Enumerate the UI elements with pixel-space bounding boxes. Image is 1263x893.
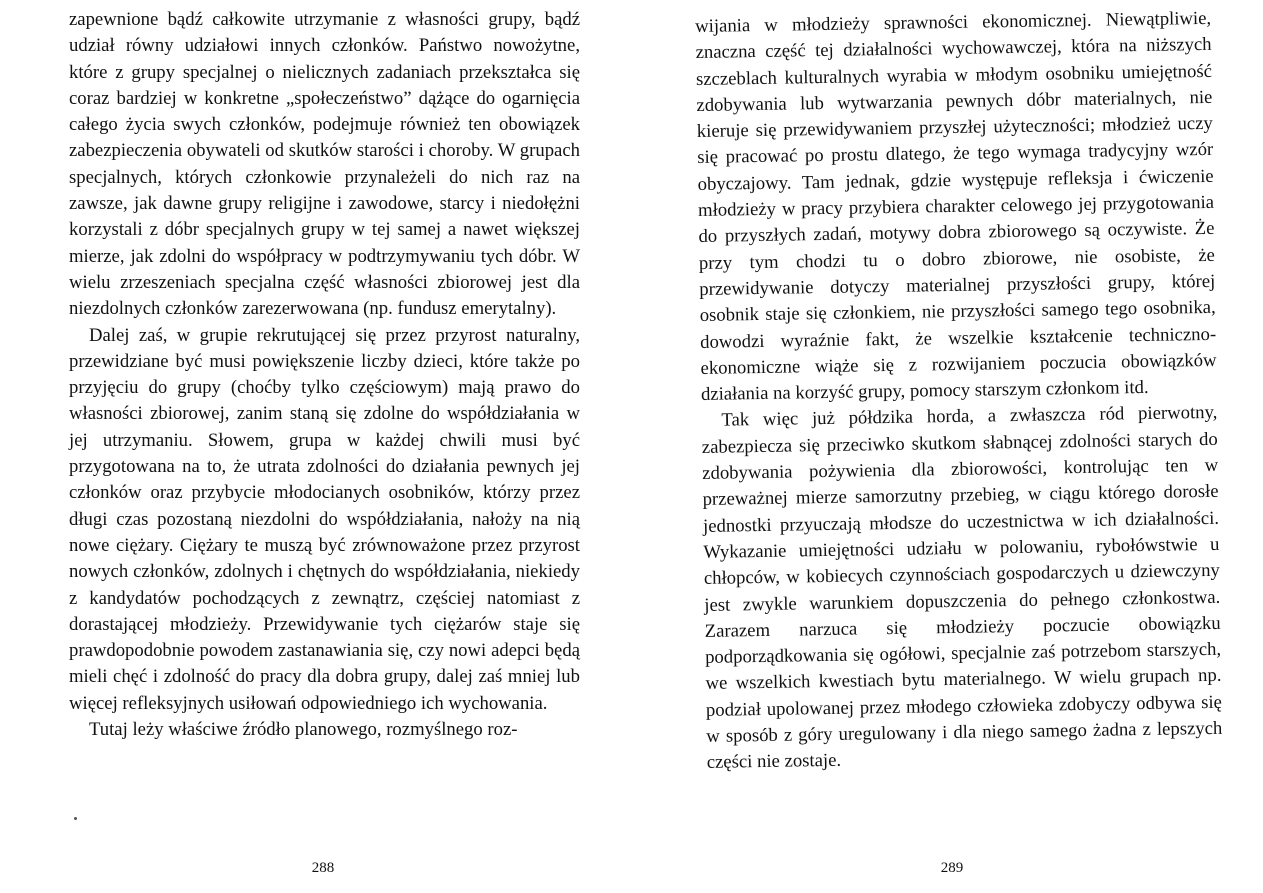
left-paragraph-2: Dalej zaś, w grupie rekrutującej się przez przyrost naturalny, przewidziane być musi powiększenie liczby dzieci, które także po przyjęciu do grupy (choćby tylko częściowym) mają prawo do własności zbiorowej, zanim staną się zdolne do współdziałania w jej utrzymaniu. Słowem, grupa w każdej chwili musi być przygotowana na to, że utrata zdolności do działania pewnych jej członków oraz przybycie młodocianych osobników, którzy przez długi czas pozostaną niezdolni do współdziałania, nałoży na nią nowe ciężary. Ciężary te muszą być zrównoważone przez przyrost nowych członków, zdolnych i chętnych do współdziałania, niekiedy z kandydatów pochodzących z zewnątrz, częściej natomiast z dorastającej młodzieży. Przewidywanie tych ciężarów staje się prawdopodobnie powodem zastanawiania się, czy nowi adepci będą mieli chęć i zdolność do pracy dla dobra grupy, dalej zaś mniej lub więcej refleksyjnych usiłowań odpowiedniego ich wychowania. bbox=[69, 324, 580, 714]
left-page-text bbox=[69, 7, 580, 743]
left-page-number: 288 bbox=[311, 860, 335, 876]
right-page-text bbox=[695, 6, 1223, 777]
right-paragraph-1: wijania w młodzieży sprawności ekonomicznej. Niewątpliwie, znaczna część tej działalności wychowawczej, która na niższych szczeblach kulturalnych wyrabia w młodym osobniku umiejętność zdobywania lub wytwarzania pewnych dóbr materialnych, nie kieruje się przewidywaniem przyszłej użyteczności; młodzież uczy się pracować po prostu dlatego, że tego wymaga tradycyjny wzór obyczajowy. Tam jednak, gdzie występuje refleksja i ćwiczenie młodzieży w pracy przybiera charakter celowego jej przygotowania do przyszłych zadań, motywy dobra zbiorowego są oczywiste. Że przy tym chodzi tu o dobro zbiorowe, nie osobiste, że przewidywanie dotyczy materialnej przyszłości grupy, której osobnik staje się członkiem, nie przyszłości samego tego osobnika, dowodzi wyraźnie fakt, że wszelkie kształcenie techniczno-ekonomiczne wiąże się z rozwijaniem poczucia obowiązków działania na korzyść grupy, pomocy starszym członkom itd. bbox=[695, 7, 1217, 406]
scan-speck bbox=[74, 817, 77, 820]
left-paragraph-3: Tutaj leży właściwe źródło planowego, rozmyślnego roz- bbox=[89, 719, 518, 741]
right-paragraph-2: Tak więc już półdzika horda, a zwłaszcza ród pierwotny, zabezpiecza się przeciwko skutkom słabnącej zdolności starych do zdobywania pożywienia dla zbiorowości, kontrolując ten w przeważnej mierze samorzutny przebieg, w ciągu którego dorosłe jednostki przyuczają młodsze do uczestnictwa w ich działalności. Wykazanie umiejętności udziału w polowaniu, rybołówstwie u chłopców, w kobiecych czynnościach gospodarczych u dziewczyny jest zwykle warunkiem dopuszczenia do pełnego członkostwa. Zarazem narzuca się młodzieży poczucie obowiązku podporządkowania się ogółowi, specjalnie zaś potrzebom starszych, we wszelkich kwestiach bytu materialnego. W wielu grupach np. podział upolowanej przez młodego człowieka zdobyczy odbywa się w sposób z góry uregulowany i dla niego samego żadna z lepszych części nie zostaje. bbox=[701, 402, 1223, 774]
right-page-number: 289 bbox=[940, 860, 964, 876]
right-page bbox=[632, 0, 1263, 893]
left-page bbox=[0, 0, 631, 893]
left-paragraph-1: zapewnione bądź całkowite utrzymanie z własności grupy, bądź udział równy udziałowi innych członków. Państwo nowożytne, które z grupy specjalnej o nielicznych zadaniach przekształca się coraz bardziej w konkretne „społeczeństwo” dążące do ogarnięcia całego życia swych członków, podejmuje również ten obowiązek zabezpieczenia obywateli od skutków starości i choroby. W grupach specjalnych, których członkowie przynależeli do nich raz na zawsze, jak dawne grupy religijne i zawodowe, starcy i niedołężni korzystali z dóbr specjalnych grupy w tej samej a nawet większej mierze, jak zdolni do współpracy w podtrzymywaniu tych dóbr. W wielu zrzeszeniach specjalna część własności zbiorowej jest dla niezdolnych członków zarezerwowana (np. fundusz emerytalny). bbox=[69, 9, 580, 320]
